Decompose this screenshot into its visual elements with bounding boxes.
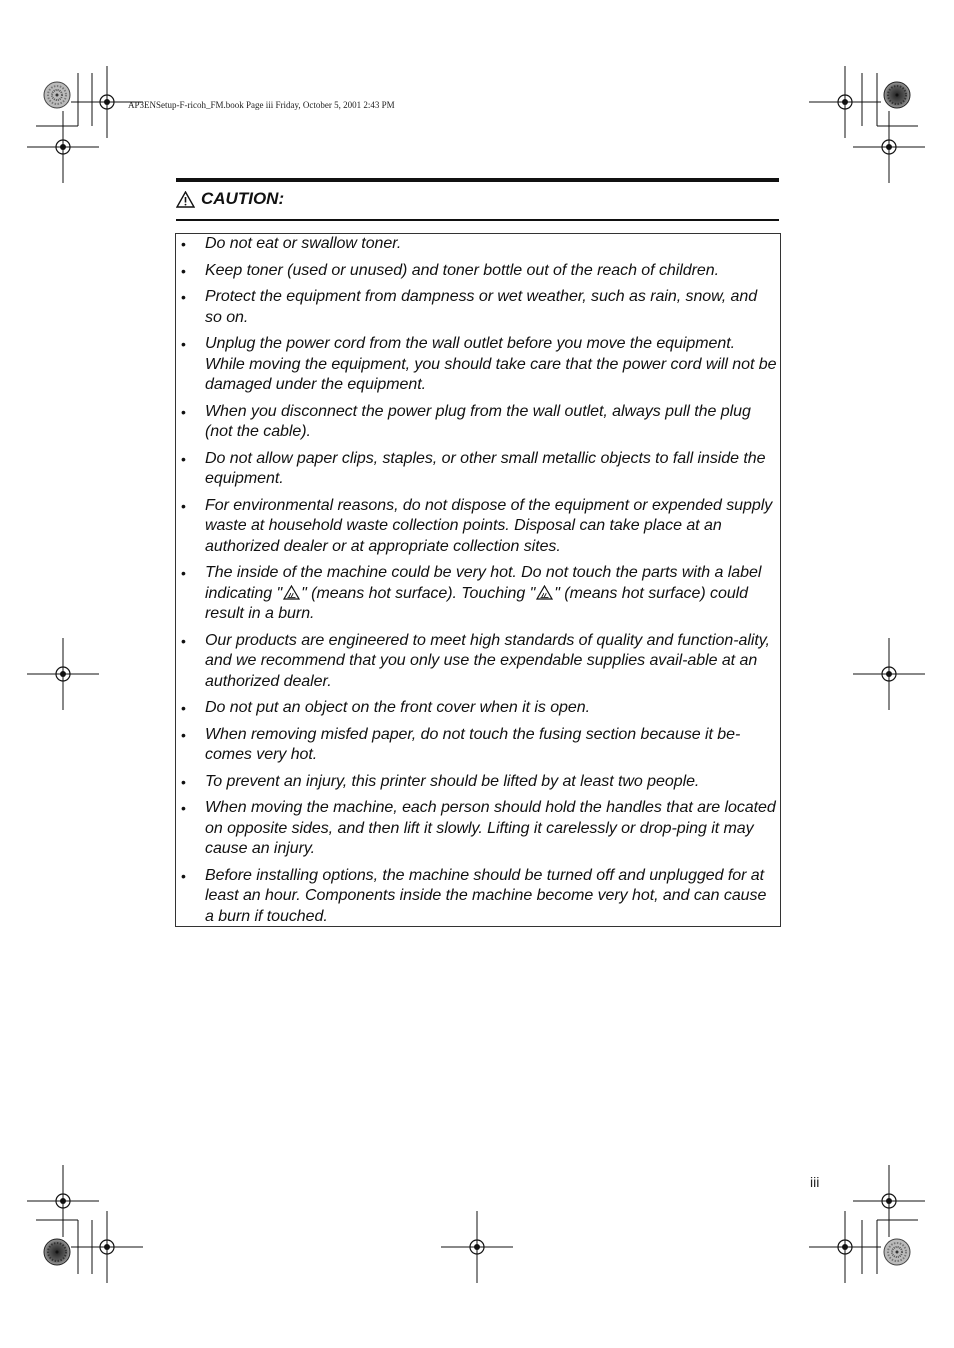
bullet: •	[181, 867, 186, 884]
list-item	[177, 798, 777, 860]
list-item-text: To prevent an injury, this printer should be lifted by at least two people.	[205, 772, 700, 790]
caution-heading	[176, 187, 284, 211]
hot-surface-icon	[283, 585, 300, 600]
top-rule	[176, 178, 779, 182]
bullet: •	[181, 632, 186, 649]
list-item	[177, 631, 777, 693]
list-item-text: Protect the equipment from dampness or wet weather, such as rain, snow, and so on.	[205, 288, 758, 326]
hot-surface-icon	[536, 585, 553, 600]
list-item-text: Unplug the power cord from the wall outlet before you move the equipment. While moving the equipment, you should take care that the power cord will not be damaged under the equipment.	[205, 335, 777, 393]
list-item-text: When you disconnect the power plug from the wall outlet, always pull the plug (not the cable).	[205, 402, 751, 440]
list-item-text: For environmental reasons, do not dispose of the equipment or expended supply waste at household waste collection points. Disposal can take place at an authorized dealer or at appropriate collection sites.	[205, 496, 773, 555]
bullet: •	[181, 497, 186, 514]
bullet: •	[181, 565, 186, 581]
list-item-text: Do not allow paper clips, staples, or other small metallic objects to fall inside the equipment.	[205, 449, 766, 487]
bullet: •	[181, 336, 186, 352]
list-item	[177, 563, 777, 625]
list-item-text: When moving the machine, each person should hold the handles that are located on opposite sides, and then lift it slowly. Lifting it carelessly or drop-ping it may cause an injury.	[205, 799, 776, 857]
list-item	[177, 287, 777, 328]
caution-list	[177, 234, 777, 933]
list-item	[177, 866, 777, 928]
list-item-text: Do not eat or swallow toner.	[205, 235, 402, 252]
list-item	[177, 449, 777, 490]
list-item-text-part: " (means hot surface). Touching "	[301, 584, 536, 602]
list-item	[177, 261, 777, 282]
list-item-text: Keep toner (used or unused) and toner bottle out of the reach of children.	[205, 261, 719, 279]
bullet: •	[181, 700, 186, 716]
heading-rule	[176, 219, 779, 221]
bullet: •	[181, 450, 186, 467]
list-item	[177, 725, 777, 766]
bullet: •	[181, 236, 186, 252]
bullet: •	[181, 403, 186, 420]
list-item-text: Our products are engineered to meet high standards of quality and function-ality, and we recommend that you only use the expendable supplies avail-able at an authorized dealer.	[205, 631, 770, 690]
list-item	[177, 334, 777, 396]
bullet: •	[181, 262, 186, 279]
list-item	[177, 234, 777, 255]
list-item	[177, 402, 777, 443]
list-item	[177, 698, 777, 719]
list-item-text: When removing misfed paper, do not touch the fusing section because it be-comes very hot.	[205, 725, 741, 763]
caution-title: CAUTION:	[201, 189, 285, 208]
list-item	[177, 496, 777, 558]
list-item-text: Do not put an object on the front cover when it is open.	[205, 699, 590, 716]
bullet: •	[181, 289, 186, 305]
bullet: •	[181, 773, 186, 790]
list-item-text: Before installing options, the machine should be turned off and unplugged for at least an hour. Components inside the machine become very hot, and can cause a burn if touched.	[205, 866, 767, 925]
bullet: •	[181, 726, 186, 743]
list-item-text-part: " (means hot surface) could result in a burn.	[205, 584, 749, 622]
warning-triangle-icon	[176, 191, 195, 208]
running-head: AP3ENSetup-F-ricoh_FM.book Page iii Friday, October 5, 2001 2:43 PM	[128, 100, 395, 110]
page-number: iii	[810, 1174, 820, 1190]
list-item-text-part: The inside of the machine could be very hot. Do not touch the parts with a label indicating "	[205, 564, 762, 602]
list-item	[177, 772, 777, 793]
bullet: •	[181, 800, 186, 816]
